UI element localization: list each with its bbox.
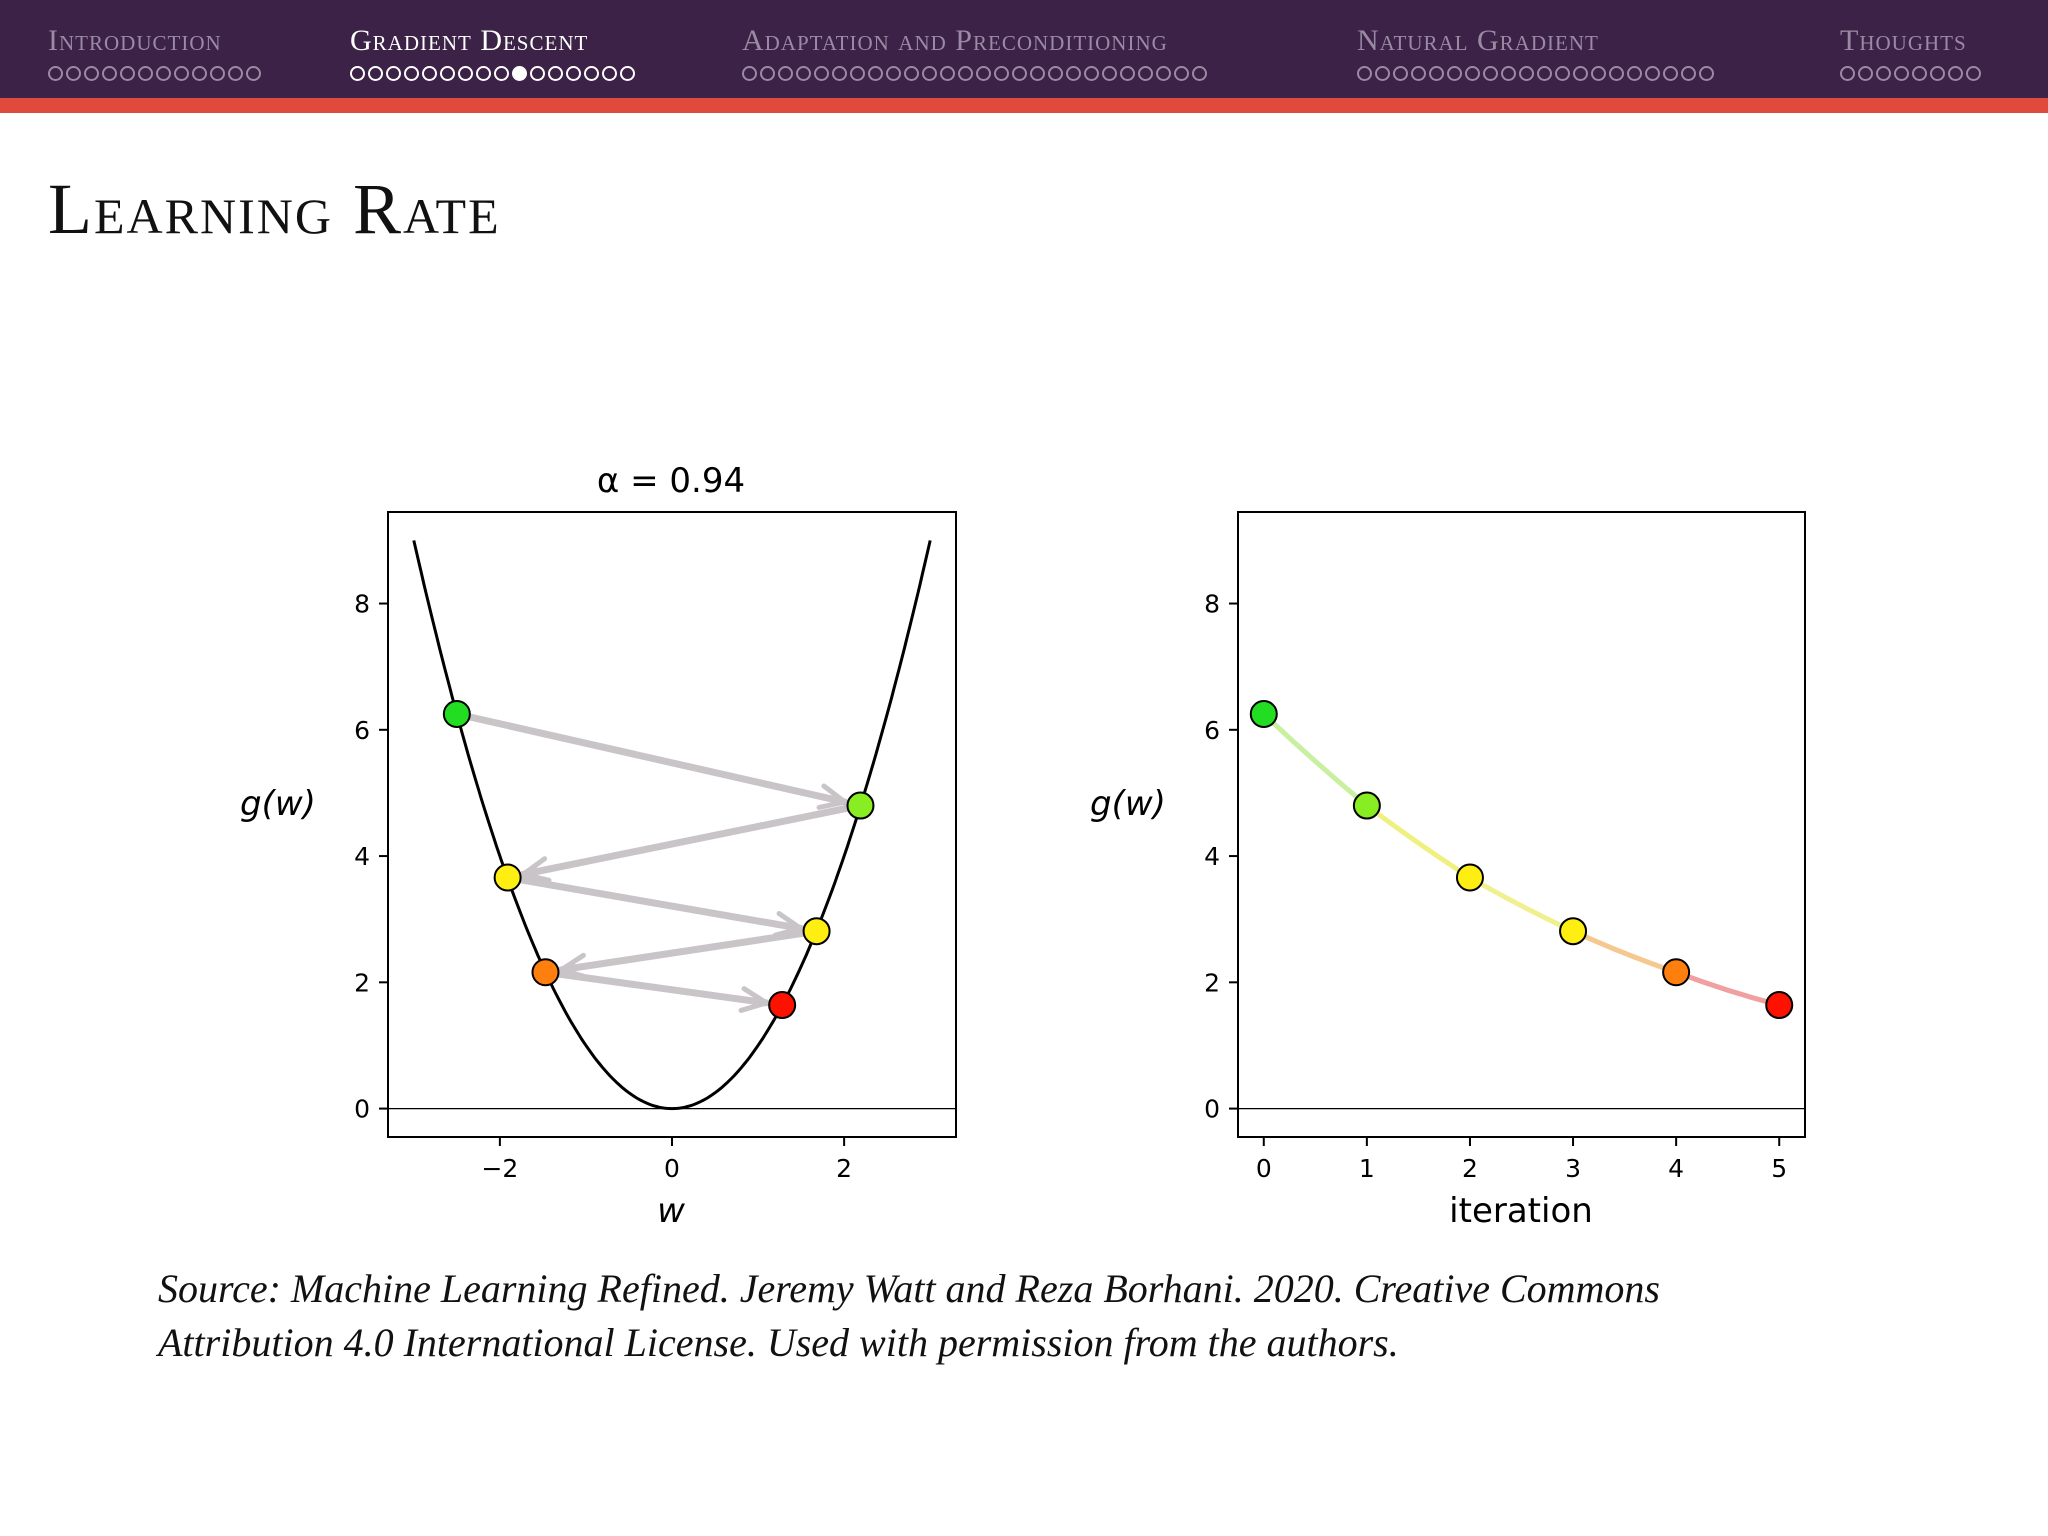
cost-history-point (1766, 992, 1792, 1018)
cost-curve (414, 540, 930, 1108)
step-arrow (561, 933, 802, 970)
right-ytick-label: 2 (1204, 968, 1220, 998)
cost-history-point (1251, 701, 1277, 727)
step-arrow (471, 717, 845, 802)
left-xtick-label: 0 (664, 1154, 680, 1183)
caption-line-2: Attribution 4.0 International License. Used with permission from the authors. (158, 1320, 1399, 1365)
cost-history-point (1457, 865, 1483, 891)
left-xtick-label: 2 (836, 1154, 853, 1183)
cost-history-point (1354, 793, 1380, 819)
nav-section-label[interactable]: Natural Gradient (1357, 24, 1599, 57)
right-chart-frame (1238, 512, 1805, 1137)
left-xtick-label: −2 (481, 1154, 519, 1183)
source-caption (158, 1262, 1918, 1370)
right-xtick-label: 1 (1358, 1154, 1375, 1183)
cost-history-segment (1573, 931, 1676, 972)
right-ytick-label: 4 (1204, 842, 1220, 872)
cost-history-segment (1470, 878, 1573, 932)
left-chart-title: α = 0.94 (596, 461, 746, 501)
caption-line-1: Source: Machine Learning Refined. Jeremy Watt and Reza Borhani. 2020. Creative Commons (158, 1266, 1660, 1311)
left-ytick-label: 4 (354, 842, 370, 872)
left-ytick-label: 6 (354, 715, 370, 745)
iterate-point (444, 701, 470, 727)
right-xtick-label: 2 (1462, 1154, 1478, 1183)
cost-history-segment (1676, 972, 1779, 1005)
step-arrow (521, 880, 800, 929)
right-chart-ylabel: g(w) (1090, 784, 1166, 824)
right-ytick-label: 8 (1204, 589, 1220, 619)
left-chart-frame (388, 512, 956, 1137)
right-ytick-label: 0 (1204, 1094, 1220, 1124)
iterate-point (495, 865, 521, 891)
right-ytick-label: 6 (1204, 715, 1220, 745)
left-ytick-label: 0 (354, 1094, 370, 1124)
left-ytick-label: 8 (354, 589, 370, 619)
cost-history-segment (1367, 806, 1470, 878)
right-chart-xlabel: iteration (1449, 1191, 1593, 1231)
nav-section-label[interactable]: Adaptation and Preconditioning (742, 24, 1168, 57)
nav-section-label[interactable]: Introduction (48, 24, 222, 57)
cost-history-point (1663, 959, 1689, 985)
right-xtick-label: 0 (1255, 1154, 1272, 1183)
step-arrow (523, 808, 846, 874)
right-xtick-label: 5 (1771, 1154, 1788, 1183)
cost-history-segment (1264, 714, 1367, 806)
iterate-point (804, 918, 830, 944)
slide-title: Learning Rate (48, 169, 501, 249)
step-arrow (559, 974, 766, 1003)
cost-history-point (1560, 918, 1586, 944)
right-xtick-label: 4 (1668, 1154, 1685, 1183)
iterate-point (532, 959, 558, 985)
nav-section-label[interactable]: Thoughts (1840, 24, 1967, 57)
iterate-point (847, 793, 873, 819)
left-chart-ylabel: g(w) (240, 784, 316, 824)
left-chart-xlabel: w (657, 1191, 685, 1231)
nav-section-label[interactable]: Gradient Descent (350, 24, 589, 57)
left-ytick-label: 2 (354, 968, 370, 998)
right-xtick-label: 3 (1565, 1154, 1581, 1183)
iterate-point (769, 992, 795, 1018)
